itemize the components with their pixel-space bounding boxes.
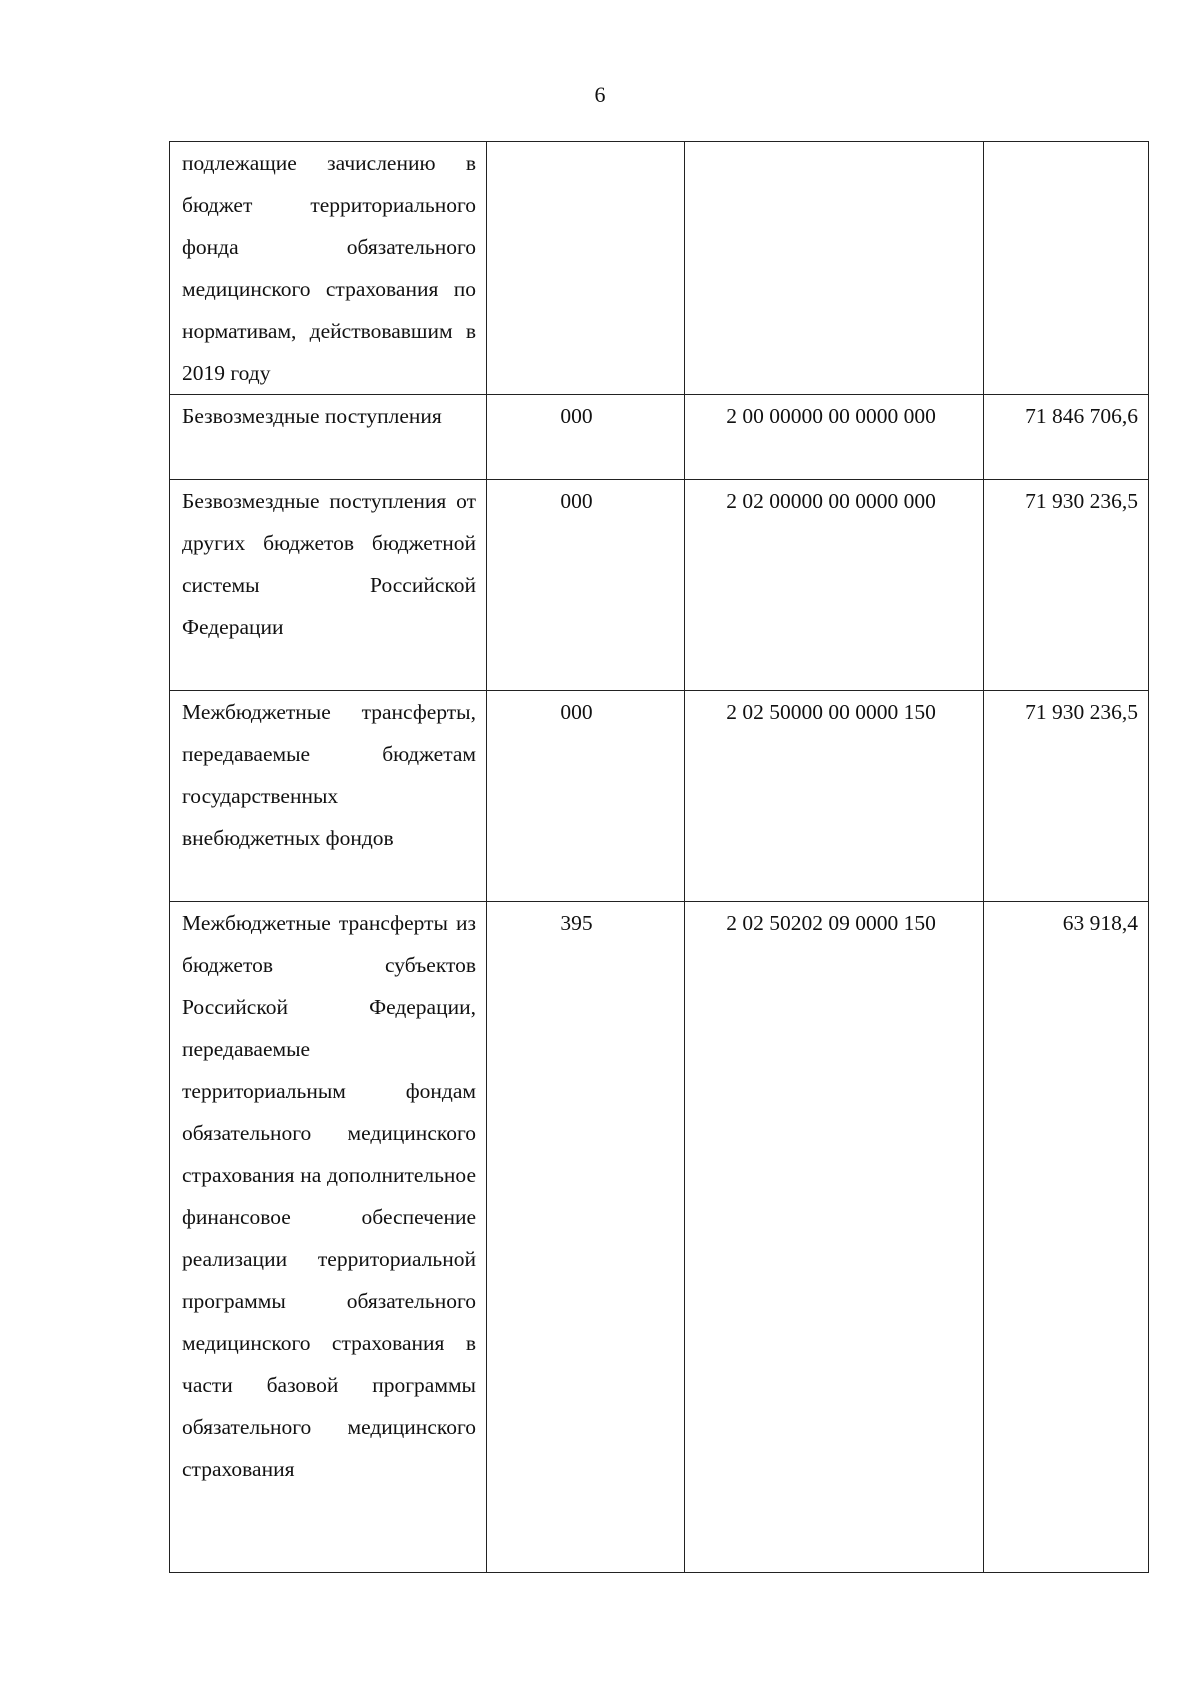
admin-code-cell: 395	[487, 902, 685, 1573]
revenue-name-cell: подлежащие зачислению в бюджет территориального фонда обязательного медицинского страхования по нормативам, действовавшим в 2019 году	[170, 142, 487, 395]
revenue-name-cell: Межбюджетные трансферты, передаваемые бюджетам государственных внебюджетных фондов	[170, 691, 487, 902]
table-row	[170, 902, 1149, 1573]
amount-cell: 71 846 706,6	[984, 395, 1149, 480]
amount-cell: 71 930 236,5	[984, 480, 1149, 691]
admin-code-cell	[487, 142, 685, 395]
amount-cell	[984, 142, 1149, 395]
budget-code-cell: 2 00 00000 00 0000 000	[685, 395, 984, 480]
revenue-name-cell: Безвозмездные поступления	[170, 395, 487, 480]
table-row	[170, 395, 1149, 480]
admin-code-cell: 000	[487, 395, 685, 480]
admin-code-cell: 000	[487, 691, 685, 902]
amount-cell: 71 930 236,5	[984, 691, 1149, 902]
revenue-name-cell: Безвозмездные поступления от других бюджетов бюджетной системы Российской Федерации	[170, 480, 487, 691]
budget-code-cell: 2 02 50202 09 0000 150	[685, 902, 984, 1573]
amount-cell: 63 918,4	[984, 902, 1149, 1573]
admin-code-cell: 000	[487, 480, 685, 691]
table-row	[170, 691, 1149, 902]
budget-code-cell	[685, 142, 984, 395]
budget-code-cell: 2 02 50000 00 0000 150	[685, 691, 984, 902]
revenue-name-cell: Межбюджетные трансферты из бюджетов субъектов Российской Федерации, передаваемые территориальным фондам обязательного медицинского страхования на дополнительное финансовое обеспечение реализации территориальной программы обязательного медицинского страхования в части базовой программы обязательного медицинского страхования	[170, 902, 487, 1573]
budget-revenue-table	[169, 141, 1149, 1573]
table-row	[170, 142, 1149, 395]
page-number: 6	[594, 82, 606, 107]
table-row	[170, 480, 1149, 691]
budget-code-cell: 2 02 00000 00 0000 000	[685, 480, 984, 691]
